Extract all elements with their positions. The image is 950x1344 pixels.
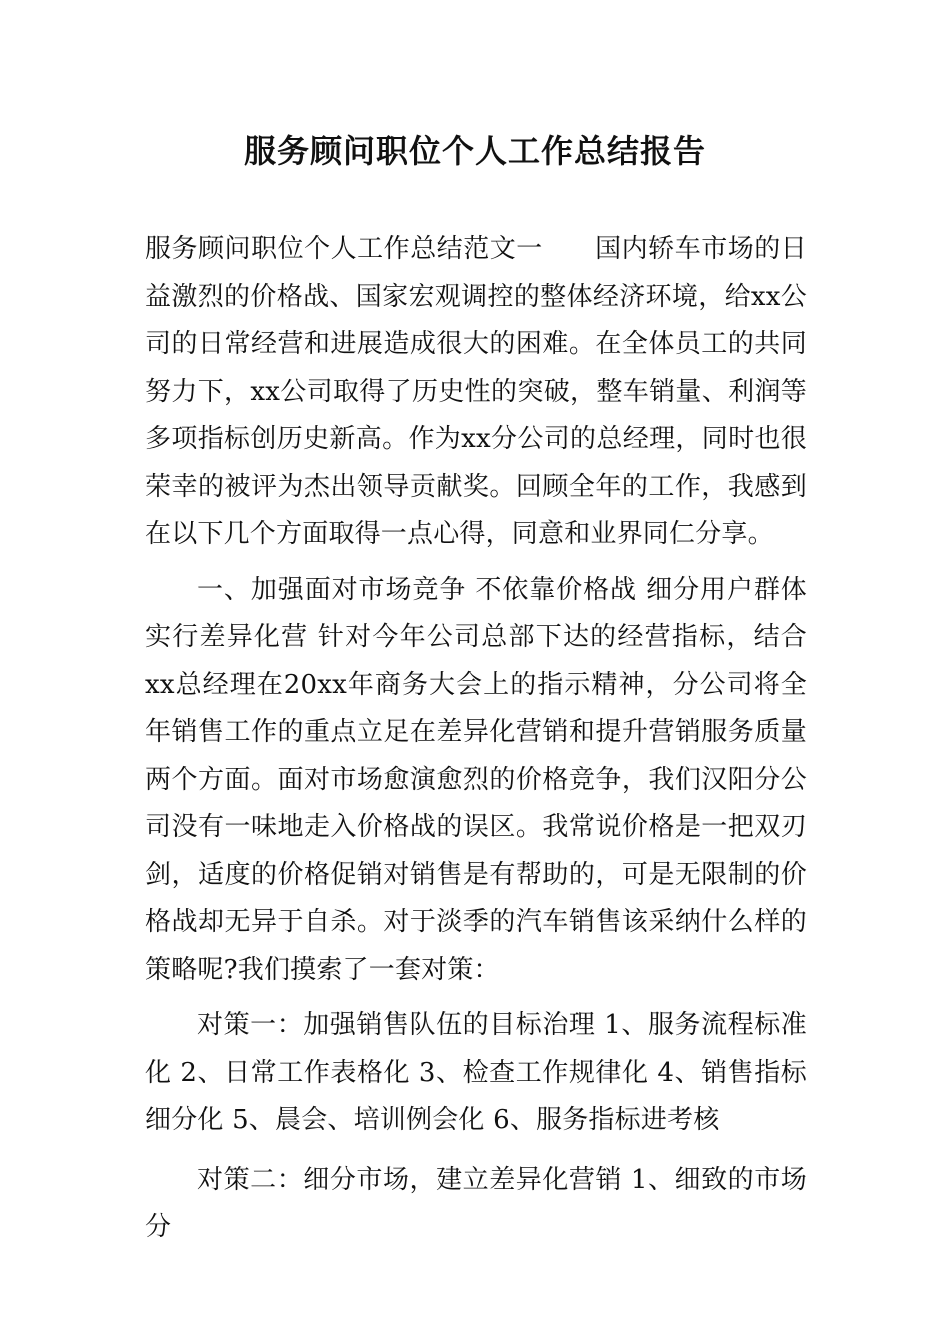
paragraph-4: 对策二：细分市场，建立差异化营销 1、细致的市场分 bbox=[145, 1164, 807, 1242]
paragraph-1-lead: 服务顾问职位个人工作总结范文一 bbox=[145, 234, 543, 264]
paragraph-1-text: 国内轿车市场的日益激烈的价格战、国家宏观调控的整体经济环境，给xx公司的日常经营和进展造成很大的困难。在全体员工的共同努力下，xx公司取得了历史性的突破，整车销量、利润等多项指标创历史新高。作为xx分公司的总经理，同时也很荣幸的被评为杰出领导贡献奖。回顾全年的工作，我感到在以下几个方面取得一点心得，同意和业界同仁分享。 bbox=[145, 234, 807, 549]
document-body bbox=[145, 226, 807, 1252]
paragraph-3: 对策一：加强销售队伍的目标治理 1、服务流程标准化 2、日常工作表格化 3、检查工作规律化 4、销售指标细分化 5、晨会、培训例会化 6、服务指标进考核 bbox=[145, 1010, 807, 1135]
paragraph-1 bbox=[145, 226, 807, 559]
paragraph-2: 一、加强面对市场竞争 不依靠价格战 细分用户群体实行差异化营 针对今年公司总部下达的经营指标，结合xx总经理在20xx年商务大会上的指示精神，分公司将全年销售工作的重点立足在差异化营销和提升营销服务质量两个方面。面对市场愈演愈烈的价格竞争，我们汉阳分公司没有一味地走入价格战的误区。我常说价格是一把双刃剑，适度的价格促销对销售是有帮助的，可是无限制的价格战却无异于自杀。对于淡季的汽车销售该采纳什么样的策略呢?我们摸索了一套对策： bbox=[145, 574, 807, 985]
document-title: 服务顾问职位个人工作总结报告 bbox=[243, 132, 706, 170]
